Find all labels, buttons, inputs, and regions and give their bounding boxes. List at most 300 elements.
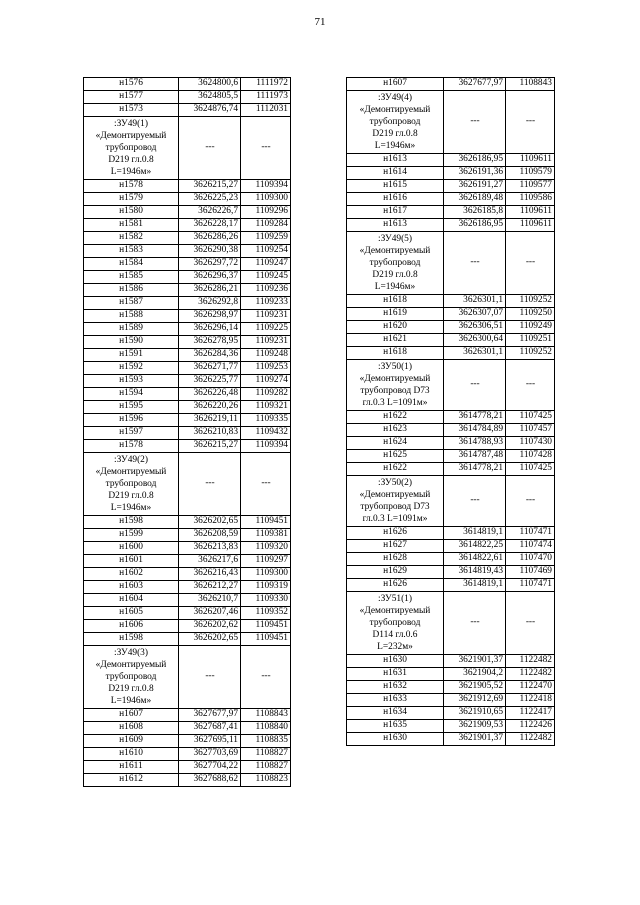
point-cell: н1573 <box>84 104 179 117</box>
x-coordinate-cell: --- <box>444 232 506 295</box>
y-coordinate-cell: 1109254 <box>241 245 291 258</box>
y-coordinate-cell: 1109249 <box>506 321 555 334</box>
y-coordinate-cell: 1109231 <box>241 310 291 323</box>
y-coordinate-cell: 1108840 <box>241 722 291 735</box>
point-cell: н1583 <box>84 245 179 258</box>
x-coordinate-cell: 3624876,74 <box>179 104 241 117</box>
x-coordinate-cell: 3614778,21 <box>444 411 506 424</box>
point-cell: н1589 <box>84 323 179 336</box>
x-coordinate-cell: 3626202,65 <box>179 633 241 646</box>
x-coordinate-cell: 3614788,93 <box>444 437 506 450</box>
point-cell: н1603 <box>84 581 179 594</box>
y-coordinate-cell: 1122482 <box>506 655 555 668</box>
point-cell: н1610 <box>84 748 179 761</box>
x-coordinate-cell: 3626202,62 <box>179 620 241 633</box>
y-coordinate-cell: --- <box>506 91 555 154</box>
x-coordinate-cell: 3626208,59 <box>179 529 241 542</box>
point-cell: н1601 <box>84 555 179 568</box>
y-coordinate-cell: 1122470 <box>506 681 555 694</box>
point-cell: н1606 <box>84 620 179 633</box>
table-row <box>84 323 291 336</box>
point-cell: н1632 <box>347 681 444 694</box>
y-coordinate-cell: 1109335 <box>241 414 291 427</box>
table-row <box>84 774 291 787</box>
x-coordinate-cell: 3626226,7 <box>179 206 241 219</box>
y-coordinate-cell: 1109611 <box>506 154 555 167</box>
table-row <box>347 154 555 167</box>
point-cell: н1576 <box>84 78 179 91</box>
table-row <box>84 440 291 453</box>
x-coordinate-cell: 3621910,65 <box>444 707 506 720</box>
x-coordinate-cell: 3626306,51 <box>444 321 506 334</box>
table-row <box>84 91 291 104</box>
table-row <box>347 450 555 463</box>
point-cell: н1627 <box>347 540 444 553</box>
x-coordinate-cell: --- <box>444 360 506 411</box>
y-coordinate-cell: 1109259 <box>241 232 291 245</box>
point-cell: н1592 <box>84 362 179 375</box>
y-coordinate-cell: --- <box>506 232 555 295</box>
y-coordinate-cell: 1107470 <box>506 553 555 566</box>
y-coordinate-cell: 1109330 <box>241 594 291 607</box>
y-coordinate-cell: 1107428 <box>506 450 555 463</box>
table-row <box>84 284 291 297</box>
x-coordinate-cell: 3626210,83 <box>179 427 241 440</box>
y-coordinate-cell: 1109352 <box>241 607 291 620</box>
point-cell: н1608 <box>84 722 179 735</box>
table-row <box>84 297 291 310</box>
table-row <box>84 401 291 414</box>
y-coordinate-cell: --- <box>241 453 291 516</box>
table-row <box>347 180 555 193</box>
table-row <box>84 193 291 206</box>
point-cell: н1616 <box>347 193 444 206</box>
table-row <box>84 245 291 258</box>
table-row <box>84 78 291 91</box>
table-row <box>84 336 291 349</box>
x-coordinate-cell: --- <box>179 453 241 516</box>
y-coordinate-cell: 1122417 <box>506 707 555 720</box>
point-cell: н1578 <box>84 180 179 193</box>
y-coordinate-cell: 1108843 <box>506 78 555 91</box>
point-cell: н1629 <box>347 566 444 579</box>
y-coordinate-cell: 1109282 <box>241 388 291 401</box>
point-cell: н1607 <box>347 78 444 91</box>
parcel-header-row <box>347 91 555 154</box>
x-coordinate-cell: 3626191,36 <box>444 167 506 180</box>
point-cell: н1584 <box>84 258 179 271</box>
table-row <box>347 655 555 668</box>
y-coordinate-cell: 1109451 <box>241 633 291 646</box>
y-coordinate-cell: 1109586 <box>506 193 555 206</box>
point-cell: н1599 <box>84 529 179 542</box>
table-row <box>347 424 555 437</box>
table-row <box>84 414 291 427</box>
table-row <box>84 709 291 722</box>
table-row <box>84 104 291 117</box>
table-row <box>347 347 555 360</box>
y-coordinate-cell: 1111972 <box>241 78 291 91</box>
y-coordinate-cell: 1109579 <box>506 167 555 180</box>
y-coordinate-cell: 1107430 <box>506 437 555 450</box>
parcel-label-cell: :ЗУ49(3) «Демонтируемый трубопровод D219 гл.0.8 L=1946м» <box>84 646 179 709</box>
point-cell: н1598 <box>84 633 179 646</box>
x-coordinate-cell: 3614778,21 <box>444 463 506 476</box>
y-coordinate-cell: --- <box>506 360 555 411</box>
x-coordinate-cell: 3626207,46 <box>179 607 241 620</box>
parcel-label-cell: :ЗУ49(2) «Демонтируемый трубопровод D219 гл.0.8 L=1946м» <box>84 453 179 516</box>
y-coordinate-cell: 1109300 <box>241 193 291 206</box>
point-cell: н1596 <box>84 414 179 427</box>
point-cell: н1622 <box>347 411 444 424</box>
y-coordinate-cell: 1109394 <box>241 180 291 193</box>
x-coordinate-cell: 3626210,7 <box>179 594 241 607</box>
table-row <box>347 334 555 347</box>
x-coordinate-cell: 3621901,37 <box>444 733 506 746</box>
x-coordinate-cell: 3626213,83 <box>179 542 241 555</box>
point-cell: н1634 <box>347 707 444 720</box>
y-coordinate-cell: 1109245 <box>241 271 291 284</box>
table-row <box>347 295 555 308</box>
point-cell: н1578 <box>84 440 179 453</box>
x-coordinate-cell: 3614822,25 <box>444 540 506 553</box>
table-row <box>84 722 291 735</box>
x-coordinate-cell: 3627704,22 <box>179 761 241 774</box>
table-row <box>347 566 555 579</box>
point-cell: н1615 <box>347 180 444 193</box>
y-coordinate-cell: 1109611 <box>506 219 555 232</box>
point-cell: н1577 <box>84 91 179 104</box>
x-coordinate-cell: 3621912,69 <box>444 694 506 707</box>
table-row <box>347 321 555 334</box>
point-cell: н1630 <box>347 733 444 746</box>
y-coordinate-cell: 1122426 <box>506 720 555 733</box>
table-row <box>84 568 291 581</box>
point-cell: н1604 <box>84 594 179 607</box>
x-coordinate-cell: 3626297,72 <box>179 258 241 271</box>
parcel-header-row <box>84 646 291 709</box>
table-row <box>84 310 291 323</box>
y-coordinate-cell: 1109297 <box>241 555 291 568</box>
y-coordinate-cell: 1112031 <box>241 104 291 117</box>
point-cell: н1619 <box>347 308 444 321</box>
table-row <box>84 620 291 633</box>
y-coordinate-cell: 1109252 <box>506 347 555 360</box>
x-coordinate-cell: 3626301,1 <box>444 347 506 360</box>
point-cell: н1595 <box>84 401 179 414</box>
table-row <box>84 594 291 607</box>
parcel-header-row <box>347 232 555 295</box>
x-coordinate-cell: 3626215,27 <box>179 180 241 193</box>
point-cell: н1580 <box>84 206 179 219</box>
parcel-header-row <box>84 117 291 180</box>
table-row <box>347 733 555 746</box>
table-row <box>347 681 555 694</box>
y-coordinate-cell: 1108835 <box>241 735 291 748</box>
x-coordinate-cell: 3626226,48 <box>179 388 241 401</box>
table-row <box>84 232 291 245</box>
y-coordinate-cell: --- <box>506 476 555 527</box>
table-row <box>84 516 291 529</box>
x-coordinate-cell: 3626271,77 <box>179 362 241 375</box>
x-coordinate-cell: 3626185,8 <box>444 206 506 219</box>
y-coordinate-cell: 1109451 <box>241 516 291 529</box>
point-cell: н1586 <box>84 284 179 297</box>
x-coordinate-cell: 3626296,14 <box>179 323 241 336</box>
x-coordinate-cell: 3626191,27 <box>444 180 506 193</box>
x-coordinate-cell: 3627688,62 <box>179 774 241 787</box>
y-coordinate-cell: 1109233 <box>241 297 291 310</box>
y-coordinate-cell: 1109253 <box>241 362 291 375</box>
x-coordinate-cell: 3626278,95 <box>179 336 241 349</box>
x-coordinate-cell: 3626202,65 <box>179 516 241 529</box>
point-cell: н1628 <box>347 553 444 566</box>
y-coordinate-cell: 1107469 <box>506 566 555 579</box>
x-coordinate-cell: 3614819,1 <box>444 579 506 592</box>
x-coordinate-cell: 3626300,64 <box>444 334 506 347</box>
y-coordinate-cell: 1108843 <box>241 709 291 722</box>
x-coordinate-cell: 3626307,07 <box>444 308 506 321</box>
x-coordinate-cell: 3626284,36 <box>179 349 241 362</box>
table-row <box>84 219 291 232</box>
point-cell: н1600 <box>84 542 179 555</box>
point-cell: н1618 <box>347 295 444 308</box>
x-coordinate-cell: 3626225,23 <box>179 193 241 206</box>
x-coordinate-cell: --- <box>444 91 506 154</box>
x-coordinate-cell: --- <box>179 646 241 709</box>
table-row <box>347 694 555 707</box>
y-coordinate-cell: 1111973 <box>241 91 291 104</box>
y-coordinate-cell: 1108823 <box>241 774 291 787</box>
y-coordinate-cell: 1109300 <box>241 568 291 581</box>
point-cell: н1621 <box>347 334 444 347</box>
table-row <box>84 542 291 555</box>
table-row <box>84 607 291 620</box>
y-coordinate-cell: 1109432 <box>241 427 291 440</box>
x-coordinate-cell: 3626217,6 <box>179 555 241 568</box>
table-row <box>347 527 555 540</box>
point-cell: н1593 <box>84 375 179 388</box>
x-coordinate-cell: 3621905,52 <box>444 681 506 694</box>
x-coordinate-cell: 3626189,48 <box>444 193 506 206</box>
table-row <box>347 411 555 424</box>
x-coordinate-cell: 3626290,38 <box>179 245 241 258</box>
x-coordinate-cell: 3626298,97 <box>179 310 241 323</box>
y-coordinate-cell: 1109247 <box>241 258 291 271</box>
coordinates-table-left <box>83 77 291 787</box>
x-coordinate-cell: 3626186,95 <box>444 219 506 232</box>
y-coordinate-cell: 1109231 <box>241 336 291 349</box>
table-row <box>84 206 291 219</box>
point-cell: н1614 <box>347 167 444 180</box>
point-cell: н1617 <box>347 206 444 219</box>
point-cell: н1581 <box>84 219 179 232</box>
point-cell: н1620 <box>347 321 444 334</box>
x-coordinate-cell: 3626228,17 <box>179 219 241 232</box>
x-coordinate-cell: --- <box>444 592 506 655</box>
y-coordinate-cell: 1107425 <box>506 463 555 476</box>
x-coordinate-cell: 3626296,37 <box>179 271 241 284</box>
table-row <box>84 375 291 388</box>
x-coordinate-cell: 3626219,11 <box>179 414 241 427</box>
parcel-label-cell: :ЗУ50(2) «Демонтируемый трубопровод D73 гл.0.3 L=1091м» <box>347 476 444 527</box>
x-coordinate-cell: 3626225,77 <box>179 375 241 388</box>
point-cell: н1633 <box>347 694 444 707</box>
y-coordinate-cell: 1108827 <box>241 748 291 761</box>
point-cell: н1597 <box>84 427 179 440</box>
coordinates-table-right <box>346 77 555 746</box>
parcel-label-cell: :ЗУ49(1) «Демонтируемый трубопровод D219 гл.0.8 L=1946м» <box>84 117 179 180</box>
point-cell: н1585 <box>84 271 179 284</box>
point-cell: н1605 <box>84 607 179 620</box>
table-row <box>347 78 555 91</box>
parcel-label-cell: :ЗУ50(1) «Демонтируемый трубопровод D73 гл.0.3 L=1091м» <box>347 360 444 411</box>
x-coordinate-cell: 3614819,43 <box>444 566 506 579</box>
point-cell: н1607 <box>84 709 179 722</box>
table-row <box>84 180 291 193</box>
y-coordinate-cell: 1109250 <box>506 308 555 321</box>
x-coordinate-cell: 3626215,27 <box>179 440 241 453</box>
table-row <box>347 437 555 450</box>
point-cell: н1587 <box>84 297 179 310</box>
y-coordinate-cell: 1109251 <box>506 334 555 347</box>
y-coordinate-cell: 1109381 <box>241 529 291 542</box>
table-row <box>347 579 555 592</box>
table-row <box>84 362 291 375</box>
x-coordinate-cell: 3626292,8 <box>179 297 241 310</box>
y-coordinate-cell: 1107425 <box>506 411 555 424</box>
point-cell: н1630 <box>347 655 444 668</box>
point-cell: н1579 <box>84 193 179 206</box>
table-row <box>84 529 291 542</box>
point-cell: н1611 <box>84 761 179 774</box>
x-coordinate-cell: 3621909,53 <box>444 720 506 733</box>
point-cell: н1618 <box>347 347 444 360</box>
x-coordinate-cell: 3626286,26 <box>179 232 241 245</box>
y-coordinate-cell: 1122482 <box>506 668 555 681</box>
y-coordinate-cell: 1109394 <box>241 440 291 453</box>
x-coordinate-cell: --- <box>444 476 506 527</box>
point-cell: н1626 <box>347 579 444 592</box>
y-coordinate-cell: 1107471 <box>506 579 555 592</box>
y-coordinate-cell: 1109284 <box>241 219 291 232</box>
x-coordinate-cell: 3624800,6 <box>179 78 241 91</box>
x-coordinate-cell: 3626212,27 <box>179 581 241 594</box>
x-coordinate-cell: 3627677,97 <box>444 78 506 91</box>
x-coordinate-cell: 3626186,95 <box>444 154 506 167</box>
x-coordinate-cell: 3621904,2 <box>444 668 506 681</box>
y-coordinate-cell: 1109611 <box>506 206 555 219</box>
table-row <box>347 219 555 232</box>
table-row <box>84 581 291 594</box>
x-coordinate-cell: 3614822,61 <box>444 553 506 566</box>
point-cell: н1594 <box>84 388 179 401</box>
table-row <box>84 427 291 440</box>
y-coordinate-cell: 1109321 <box>241 401 291 414</box>
table-row <box>347 707 555 720</box>
y-coordinate-cell: 1109320 <box>241 542 291 555</box>
point-cell: н1626 <box>347 527 444 540</box>
x-coordinate-cell: 3626216,43 <box>179 568 241 581</box>
x-coordinate-cell: 3614784,89 <box>444 424 506 437</box>
table-row <box>347 540 555 553</box>
y-coordinate-cell: 1109236 <box>241 284 291 297</box>
parcel-label-cell: :ЗУ49(4) «Демонтируемый трубопровод D219 гл.0.8 L=1946м» <box>347 91 444 154</box>
y-coordinate-cell: 1109451 <box>241 620 291 633</box>
table-row <box>84 555 291 568</box>
y-coordinate-cell: 1122418 <box>506 694 555 707</box>
point-cell: н1631 <box>347 668 444 681</box>
table-row <box>347 553 555 566</box>
y-coordinate-cell: 1107457 <box>506 424 555 437</box>
table-row <box>347 308 555 321</box>
x-coordinate-cell: 3627695,11 <box>179 735 241 748</box>
table-row <box>84 761 291 774</box>
x-coordinate-cell: 3627703,69 <box>179 748 241 761</box>
point-cell: н1635 <box>347 720 444 733</box>
parcel-header-row <box>347 592 555 655</box>
point-cell: н1613 <box>347 219 444 232</box>
y-coordinate-cell: 1109274 <box>241 375 291 388</box>
y-coordinate-cell: 1122482 <box>506 733 555 746</box>
point-cell: н1625 <box>347 450 444 463</box>
page-number: 71 <box>314 16 326 28</box>
y-coordinate-cell: 1109319 <box>241 581 291 594</box>
y-coordinate-cell: 1109296 <box>241 206 291 219</box>
y-coordinate-cell: 1109252 <box>506 295 555 308</box>
y-coordinate-cell: 1107471 <box>506 527 555 540</box>
parcel-label-cell: :ЗУ49(5) «Демонтируемый трубопровод D219 гл.0.8 L=1946м» <box>347 232 444 295</box>
table-row <box>84 349 291 362</box>
y-coordinate-cell: --- <box>241 646 291 709</box>
table-row <box>347 720 555 733</box>
point-cell: н1612 <box>84 774 179 787</box>
point-cell: н1582 <box>84 232 179 245</box>
table-row <box>347 193 555 206</box>
table-row <box>347 668 555 681</box>
table-row <box>84 258 291 271</box>
table-row <box>84 735 291 748</box>
point-cell: н1623 <box>347 424 444 437</box>
point-cell: н1588 <box>84 310 179 323</box>
table-row <box>347 167 555 180</box>
y-coordinate-cell: 1109577 <box>506 180 555 193</box>
parcel-header-row <box>347 360 555 411</box>
table-row <box>347 206 555 219</box>
point-cell: н1598 <box>84 516 179 529</box>
y-coordinate-cell: --- <box>241 117 291 180</box>
point-cell: н1622 <box>347 463 444 476</box>
point-cell: н1609 <box>84 735 179 748</box>
point-cell: н1602 <box>84 568 179 581</box>
x-coordinate-cell: 3614787,48 <box>444 450 506 463</box>
x-coordinate-cell: 3614819,1 <box>444 527 506 540</box>
point-cell: н1590 <box>84 336 179 349</box>
table-row <box>84 748 291 761</box>
y-coordinate-cell: 1109225 <box>241 323 291 336</box>
x-coordinate-cell: 3627677,97 <box>179 709 241 722</box>
y-coordinate-cell: 1107474 <box>506 540 555 553</box>
x-coordinate-cell: 3626220,26 <box>179 401 241 414</box>
table-row <box>84 633 291 646</box>
table-row <box>84 271 291 284</box>
point-cell: н1624 <box>347 437 444 450</box>
x-coordinate-cell: 3626286,21 <box>179 284 241 297</box>
parcel-header-row <box>84 453 291 516</box>
parcel-label-cell: :ЗУ51(1) «Демонтируемый трубопровод D114 гл.0.6 L=232м» <box>347 592 444 655</box>
point-cell: н1591 <box>84 349 179 362</box>
y-coordinate-cell: --- <box>506 592 555 655</box>
